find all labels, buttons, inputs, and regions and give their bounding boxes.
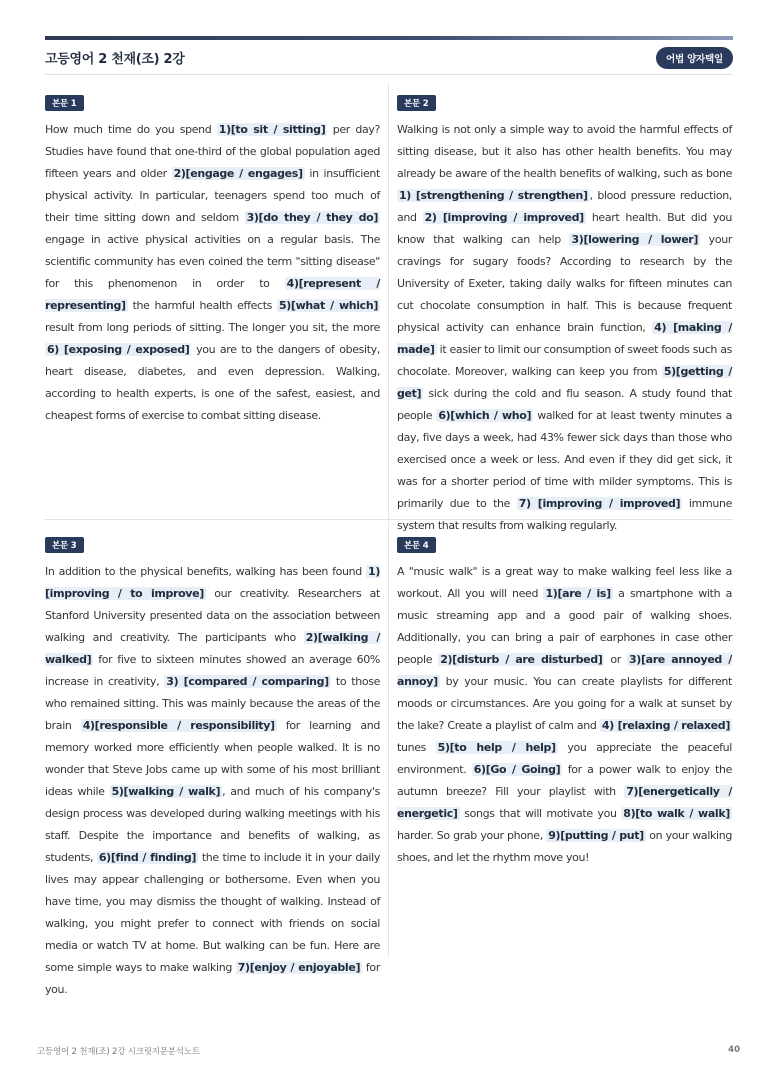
- category-badge: 어법 양자택일: [656, 47, 733, 69]
- passage-fragment: a smartphone with a music streaming app and a good pair of walking shoes. Additionally, you can bring a pair of earphones in case other people: [397, 587, 732, 666]
- passage-fragment: songs that will motivate you: [459, 807, 622, 820]
- choice-blank: 5)[walking / walk]: [111, 785, 221, 798]
- passage-fragment: sick during the cold and flu season. A study found that people: [397, 387, 732, 422]
- choice-blank: 6)[Go / Going]: [473, 763, 561, 776]
- header-divider: [45, 74, 733, 75]
- page-number: 40: [728, 1045, 740, 1055]
- page-title: 고등영어 2 천재(조) 2강: [45, 52, 185, 67]
- passage-fragment: on your walking shoes, and let the rhythm move you!: [397, 829, 733, 864]
- choice-blank: 1)[to sit / sitting]: [218, 123, 326, 136]
- passage-3: [45, 533, 380, 1001]
- passage-fragment: or: [604, 653, 627, 666]
- passage-fragment: by your music. You can create playlists for different moods or circumstances. Are you going for a walk at sunset by the lake? Create a playlist of calm and: [397, 675, 732, 732]
- choice-blank: 2) [improving / improved]: [424, 211, 584, 224]
- passage-fragment: for a power walk to enjoy the autumn breeze? Fill your playlist with: [397, 763, 732, 798]
- passage-fragment: heart health. But did you know that walking can help: [397, 211, 732, 246]
- choice-blank: 4)[represent / representing]: [45, 277, 380, 312]
- choice-blank: 6)[which / who]: [438, 409, 532, 422]
- passage-text: [45, 561, 380, 1001]
- choice-blank: 2)[walking / walked]: [45, 631, 380, 666]
- choice-blank: 3)[lowering / lower]: [571, 233, 699, 246]
- passage-fragment: for five to sixteen minutes showed an average 60% increase in creativity,: [45, 653, 380, 688]
- passage-4: [397, 533, 732, 869]
- passage-fragment: to those who remained sitting. This was mainly because the areas of the brain: [45, 675, 381, 732]
- passage-fragment: the harmful health effects: [127, 299, 277, 312]
- passage-fragment: immune system that results from walking regularly.: [397, 497, 732, 532]
- passage-tag: 본문 2: [397, 95, 436, 111]
- passage-fragment: for you.: [45, 961, 380, 996]
- choice-blank: 7)[enjoy / enjoyable]: [237, 961, 361, 974]
- choice-blank: 9)[putting / put]: [548, 829, 644, 842]
- passage-fragment: , blood pressure reduction, and: [397, 189, 732, 224]
- passage-fragment: the time to include it in your daily lives may appear challenging or bothersome. Even when you have time, you may dismiss the thought of walking. Instead of walking, you might prefer to connect with friends on social media or watch TV at home. But walking can be fun. Here are some simple ways to make walking: [45, 851, 380, 974]
- passage-tag: 본문 1: [45, 95, 84, 111]
- passage-fragment: it easier to limit our consumption of sweet foods such as chocolate. Moreover, walking can keep you from: [397, 343, 732, 378]
- choice-blank: 2)[disturb / are disturbed]: [440, 653, 603, 666]
- passage-fragment: tunes: [397, 741, 436, 754]
- choice-blank: 3)[do they / they do]: [246, 211, 378, 224]
- passage-fragment: your cravings for sugary foods? According to research by the University of Exeter, taking daily walks for fifteen minutes can cut chocolate consumption in half. This is because frequent physical activity can enhance brain function,: [397, 233, 733, 334]
- column-divider-top: [388, 84, 389, 524]
- passage-fragment: for learning and memory worked more efficiently when people walked. It is no wonder that Steve Jobs came up with some of his most brilliant ideas while: [45, 719, 380, 798]
- passage-fragment: A "music walk" is a great way to make walking feel less like a workout. All you will need: [397, 565, 732, 600]
- passage-fragment: our creativity. Researchers at Stanford University presented data on the association between walking and creativity. The participants who: [45, 587, 380, 644]
- passage-fragment: per day? Studies have found that one-third of the global population aged fifteen years and older: [45, 123, 380, 180]
- passage-fragment: harder. So grab your phone,: [397, 829, 547, 842]
- choice-blank: 5)[what / which]: [278, 299, 378, 312]
- choice-blank: 5)[getting / get]: [397, 365, 732, 400]
- passage-fragment: In addition to the physical benefits, walking has been found: [45, 565, 367, 578]
- passage-fragment: How much time do you spend: [45, 123, 217, 136]
- passage-tag: 본문 4: [397, 537, 436, 553]
- choice-blank: 7) [improving / improved]: [518, 497, 681, 510]
- passage-text: [45, 119, 380, 427]
- passage-fragment: result from long periods of sitting. The longer you sit, the more: [45, 321, 380, 334]
- choice-blank: 7)[energetically / energetic]: [397, 785, 733, 820]
- choice-blank: 1) [strengthening / strengthen]: [399, 189, 588, 202]
- choice-blank: 5)[to help / help]: [437, 741, 556, 754]
- choice-blank: 2)[engage / engages]: [173, 167, 303, 180]
- footer-book-title: 고등영어 2 천재(조) 2강 시크릿지문분석노트: [37, 1047, 200, 1057]
- choice-blank: 3)[are annoyed / annoy]: [397, 653, 732, 688]
- passage-fragment: walked for at least twenty minutes a day, five days a week, had 43% fewer sick days than those who exercised once a week or less. And even if they did get sick, it was for a shorter period of time with milder symptoms. This is primarily due to the: [397, 409, 732, 510]
- passage-fragment: , and much of his company's design process was developed during walking meetings with his staff. Despite the importance and benefits of walking, as students,: [45, 785, 380, 864]
- header-accent-bar: [45, 36, 733, 40]
- passage-fragment: Walking is not only a simple way to avoid the harmful effects of sitting disease, but it also has other health benefits. You may already be aware of the health benefits of walking, such as bone: [397, 123, 732, 180]
- choice-blank: 4)[responsible / responsibility]: [82, 719, 275, 732]
- choice-blank: 1) [improving / to improve]: [45, 565, 380, 600]
- passage-text: [397, 561, 732, 869]
- choice-blank: 4) [relaxing / relaxed]: [601, 719, 730, 732]
- passage-2: [397, 91, 732, 537]
- passage-text: [397, 119, 732, 537]
- column-divider-bottom: [388, 526, 389, 956]
- passage-tag: 본문 3: [45, 537, 84, 553]
- passage-fragment: you appreciate the peaceful environment.: [397, 741, 732, 776]
- passage-fragment: engage in active physical activities on a regular basis. The scientific community has even coined the term "sitting disease" for this phenomenon in order to: [45, 233, 380, 290]
- choice-blank: 8)[to walk / walk]: [623, 807, 730, 820]
- choice-blank: 6)[find / finding]: [98, 851, 197, 864]
- choice-blank: 4) [making / made]: [397, 321, 732, 356]
- choice-blank: 3) [compared / comparing]: [166, 675, 329, 688]
- choice-blank: 6) [exposing / exposed]: [47, 343, 190, 356]
- passage-fragment: you are to the dangers of obesity, heart disease, diabetes, and even depression. Walking, according to health experts, is one of the safest, easiest, and cheapest forms of exercise to combat sitting disease.: [45, 343, 380, 422]
- passage-1: [45, 91, 380, 427]
- passage-fragment: in insufficient physical activity. In particular, teenagers spend too much of their time sitting down and seldom: [45, 167, 381, 224]
- choice-blank: 1)[are / is]: [545, 587, 611, 600]
